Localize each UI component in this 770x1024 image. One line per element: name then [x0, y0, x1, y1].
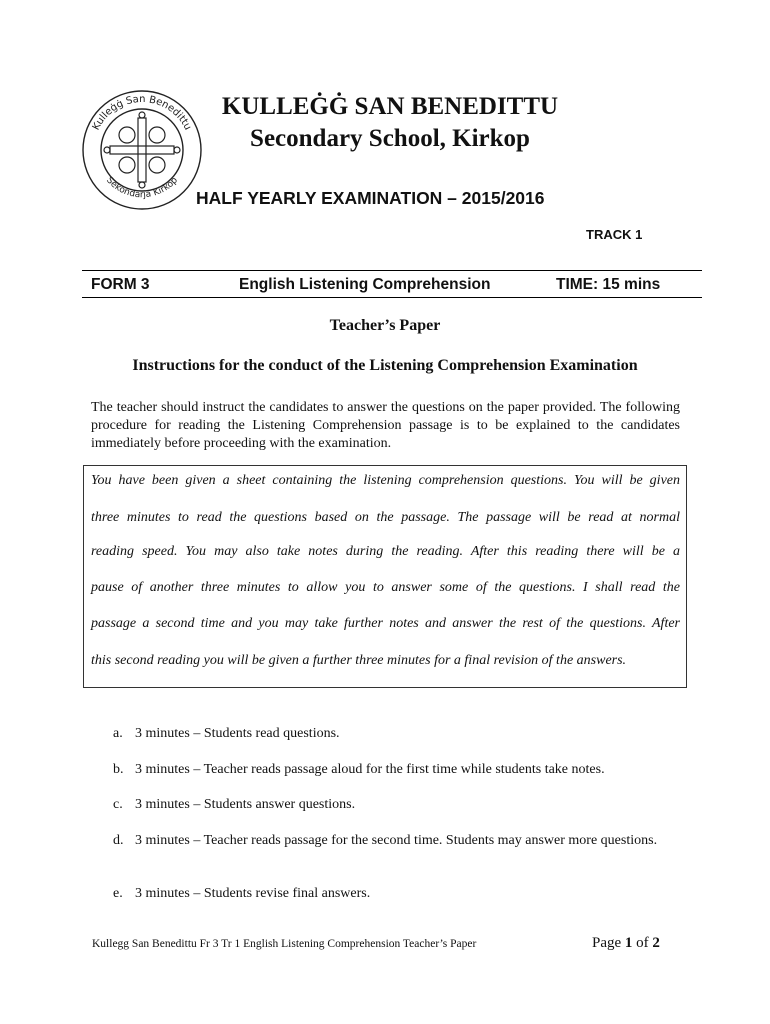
list-text: 3 minutes – Teacher reads passage aloud for the first time while students take notes. [135, 762, 605, 777]
exam-title: HALF YEARLY EXAMINATION – 2015/2016 [196, 188, 545, 208]
track-label: TRACK 1 [586, 227, 643, 242]
list-text: 3 minutes – Students answer questions. [135, 797, 356, 812]
page-number [592, 935, 660, 952]
school-logo [80, 88, 204, 212]
page-current: 1 [624, 935, 633, 951]
page-prefix: Page [592, 935, 625, 951]
list-marker: e. [113, 886, 123, 901]
instructions-title: Instructions for the conduct of the Listening Comprehension Examination [132, 357, 638, 374]
page-total: 2 [652, 935, 660, 951]
script-line: pause of another three minutes to allow you to answer some of the questions. I shall read the [91, 580, 680, 595]
time-label: TIME: 15 mins [556, 276, 661, 293]
paper-title: Teacher’s Paper [329, 317, 441, 334]
script-line: passage a second time and you may take further notes and answer the rest of the questions. After [91, 616, 680, 631]
school-name: KULLEĠĠ SAN BENEDITTU [221, 93, 559, 120]
footer-title: Kullegg San Benedittu Fr 3 Tr 1 English Listening Comprehension Teacher’s Paper [92, 938, 477, 950]
form-label: FORM 3 [91, 276, 150, 293]
logo-ring-bottom: Sekondarja Kirkop [103, 175, 181, 201]
script-line: this second reading you will be given a further three minutes for a final revision of the answers. [91, 653, 627, 668]
school-subtitle: Secondary School, Kirkop [250, 125, 530, 152]
list-marker: a. [113, 726, 123, 741]
list-marker: d. [113, 833, 124, 848]
page-of: of [632, 935, 653, 951]
header-bottom-rule [82, 297, 702, 298]
logo-ring-top: Kulleġġ San Benedittu [90, 93, 194, 133]
intro-paragraph: The teacher should instruct the candidates to answer the questions on the paper provided. The following procedure for reading the Listening Comprehension passage is to be explained to the candidates immediately before proceeding with the examination. [91, 400, 680, 451]
subject-label: English Listening Comprehension [239, 276, 491, 293]
script-line: reading speed. You may also take notes during the reading. After this reading there will be a [91, 544, 680, 559]
list-marker: b. [113, 762, 124, 777]
header-top-rule [82, 270, 702, 271]
list-text: 3 minutes – Students read questions. [135, 726, 340, 741]
list-marker: c. [113, 797, 123, 812]
script-line: You have been given a sheet containing the listening comprehension questions. You will be given [91, 473, 680, 488]
list-text: 3 minutes – Teacher reads passage for the second time. Students may answer more questions. [135, 833, 658, 848]
list-text: 3 minutes – Students revise final answers. [135, 886, 371, 901]
cross-emblem-icon [104, 112, 180, 188]
script-line: three minutes to read the questions based on the passage. The passage will be read at normal [91, 510, 680, 525]
